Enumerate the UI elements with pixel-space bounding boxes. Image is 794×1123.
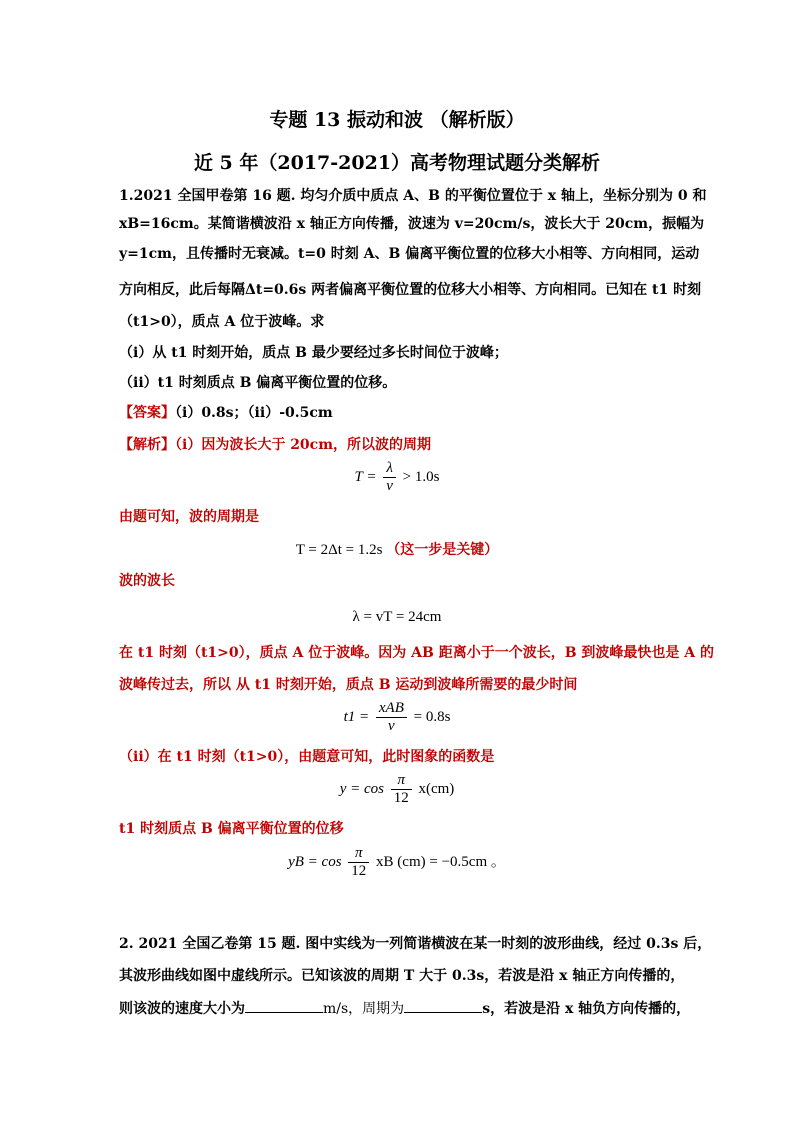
analysis-line-2: 由题可知，波的周期是 (119, 509, 259, 525)
q2-line-3 (119, 998, 690, 1019)
period-answer-blank[interactable] (404, 998, 482, 1013)
formula-5-denominator: 12 (393, 790, 409, 806)
formula-period-bound (0, 460, 794, 495)
formula-4-numerator: xAB (376, 700, 407, 718)
q2-text-negative: s，若波是沿 x 轴负方向传播的， (482, 1001, 691, 1017)
formula-5-fraction (391, 772, 412, 807)
q2-line-1: 2. 2021 全国乙卷第 15 题. 图中实线为一列简谐横波在某一时刻的波形曲线，经过 0.3s 后， (119, 936, 712, 952)
q1-line-5: （t1>0），质点 A 位于波峰。求 (119, 314, 325, 330)
formula-6-denominator: 12 (351, 863, 367, 879)
answer-label: 【答案】 (119, 405, 175, 421)
formula-4-lhs: t1 = (343, 708, 370, 725)
q1-line-4: 方向相反，此后每隔Δt=0.6s 两者偏离平衡位置的位移大小相等、方向相同。已知在 t1 时刻 (119, 282, 702, 298)
q1-line-1: 1.2021 全国甲卷第 16 题. 均匀介质中质点 A、B 的平衡位置位于 x 轴上，坐标分别为 0 和 (119, 188, 707, 204)
formula-1-fraction (383, 460, 396, 495)
formula-6-numerator: π (348, 845, 369, 863)
q1-question-i: （i）从 t1 时刻开始，质点 B 最少要经过多长时间位于波峰； (119, 345, 508, 361)
q2-text-speed: 则该波的速度大小为 (119, 1001, 245, 1017)
formula-4-denominator: v (388, 718, 395, 734)
formula-wave-function (0, 772, 794, 807)
document-subtitle: 近 5 年（2017-2021）高考物理试题分类解析 (193, 152, 601, 174)
analysis-line-3: 波的波长 (119, 573, 175, 589)
speed-answer-blank[interactable] (245, 998, 323, 1013)
formula-6-lhs: yB = cos (288, 853, 342, 870)
q1-line-2: xB=16cm。某简谐横波沿 x 轴正方向传播，波速为 v=20cm/s，波长大于 20cm，振幅为 (119, 216, 705, 232)
formula-5-rhs: x(cm) (418, 780, 455, 797)
answer-text: （i）0.8s；（ii）-0.5cm (175, 405, 333, 421)
analysis-line-4: 在 t1 时刻（t1>0），质点 A 位于波峰。因为 AB 距离小于一个波长，B 到波峰最快也是 A 的 (119, 645, 715, 661)
answer-line (119, 403, 333, 423)
document-title: 专题 13 振动和波 （解析版） (269, 109, 525, 131)
formula-5-lhs: y = cos (339, 780, 384, 797)
formula-1-rhs: > 1.0s (402, 468, 440, 485)
formula-5-numerator: π (391, 772, 412, 790)
formula-1-lhs: T = (354, 468, 377, 485)
formula-period (0, 539, 794, 559)
formula-6-fraction (348, 845, 369, 880)
formula-3: λ = vT = 24cm (352, 609, 442, 625)
formula-4-rhs: = 0.8s (413, 708, 451, 725)
analysis-text-1: （i）因为波长大于 20cm，所以波的周期 (175, 437, 432, 453)
formula-6-rhs: xB (cm) = −0.5cm 。 (376, 853, 506, 870)
analysis-line-6: （ii）在 t1 时刻（t1>0），由题意可知，此时图象的函数是 (119, 749, 495, 765)
analysis-line-5: 波峰传过去，所以 从 t1 时刻开始，质点 B 运动到波峰所需要的最少时间 (119, 677, 578, 693)
q1-line-3: y=1cm，且传播时无衰减。t=0 时刻 A、B 偏离平衡位置的位移大小相等、方向相同，运动 (119, 246, 700, 262)
formula-1-denominator: v (386, 478, 393, 494)
formula-4-fraction (376, 700, 407, 735)
analysis-line-7: t1 时刻质点 B 偏离平衡位置的位移 (119, 821, 344, 837)
formula-min-time (0, 700, 794, 735)
q1-question-ii: （ii）t1 时刻质点 B 偏离平衡位置的位移。 (119, 375, 397, 391)
formula-2: T = 2Δt = 1.2s (295, 542, 383, 558)
formula-2-note: （这一步是关键） (386, 542, 499, 558)
formula-1-numerator: λ (383, 460, 396, 478)
q2-text-period: m/s，周期为 (323, 1001, 405, 1017)
formula-displacement (0, 845, 794, 880)
analysis-label: 【解析】 (119, 437, 175, 453)
q2-line-2: 其波形曲线如图中虚线所示。已知该波的周期 T 大于 0.3s，若波是沿 x 轴正方向传播的， (119, 968, 685, 984)
formula-wavelength (0, 609, 794, 626)
analysis-line-1 (119, 435, 431, 455)
